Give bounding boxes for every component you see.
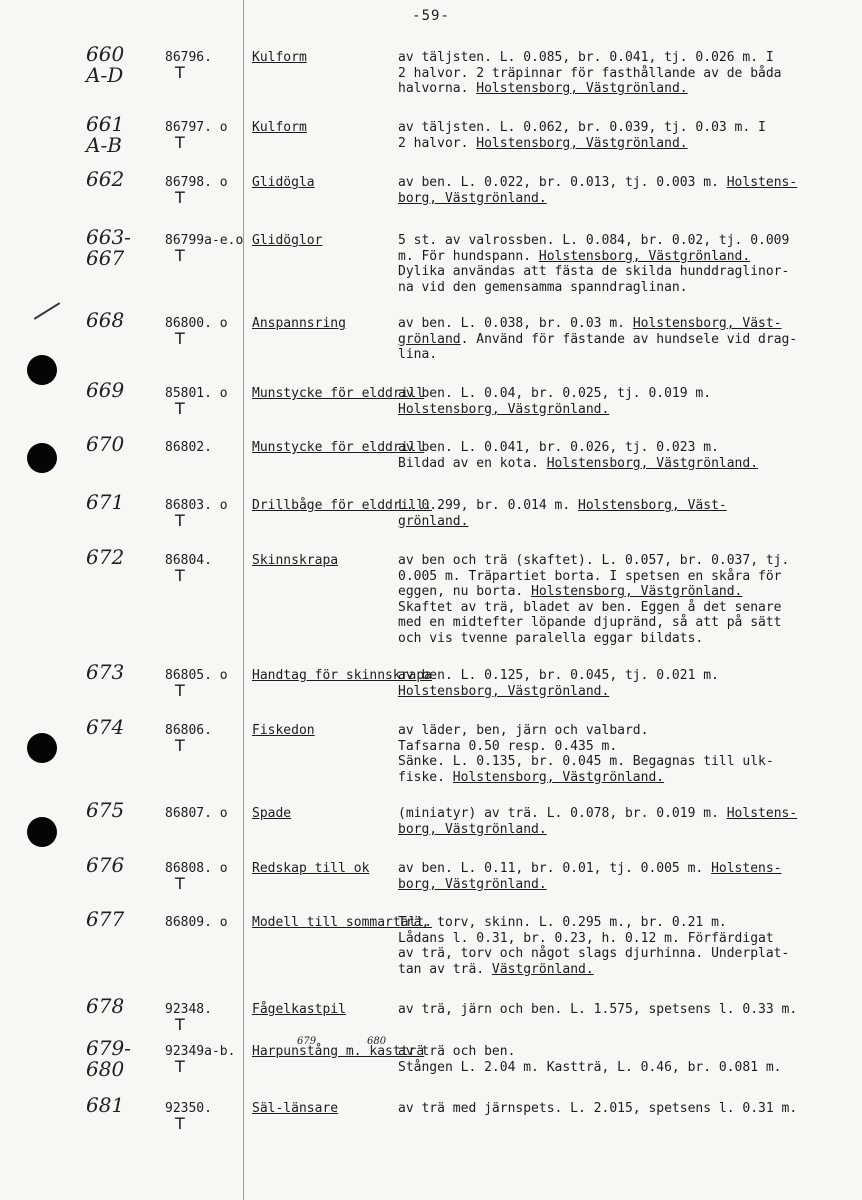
handwritten-mark: T	[175, 511, 185, 530]
accession-number	[165, 233, 243, 263]
description-line	[398, 600, 838, 616]
handwritten-mark: T	[175, 63, 185, 82]
object-name: Fågelkastpil	[252, 1002, 346, 1017]
object-name: Drillbåge för elddrill.	[252, 498, 433, 513]
description-line	[398, 754, 838, 770]
locality: Holstensborg, Västgrönland.	[476, 81, 688, 96]
handwritten-mark: T	[175, 1057, 185, 1076]
description-text: L. 0.299, br. 0.014 m.	[398, 498, 579, 513]
locality: Holstensborg, Väst-	[578, 498, 727, 513]
description-line	[398, 861, 838, 877]
description-line	[398, 233, 838, 249]
description-line	[398, 962, 838, 978]
handwritten-number: 661 A-B	[86, 112, 125, 157]
description-line	[398, 386, 838, 402]
accession-label: 86806.	[165, 723, 212, 738]
handwritten-number: 679- 680	[86, 1036, 131, 1081]
description-line	[398, 136, 838, 152]
description-line	[398, 498, 838, 514]
accession-number	[165, 915, 228, 930]
object-name: Skinnskrapa	[252, 553, 339, 568]
handwritten-mark: T	[175, 566, 185, 585]
description-line	[398, 1044, 838, 1060]
description-text: 2 halvor. 2 träpinnar för fasthållande av de båda	[398, 65, 782, 81]
description-line	[398, 877, 838, 893]
accession-number	[165, 316, 228, 346]
locality: Holstensborg, Västgrönland.	[452, 769, 665, 785]
object-name: Anspannsring	[252, 316, 346, 331]
locality: borg, Västgrönland.	[398, 190, 547, 206]
description-line	[398, 739, 838, 755]
description-text: Bildad av en kota.	[398, 455, 547, 471]
description-text: av trä, torv och något slags djurhinna. Underplat-	[398, 946, 790, 961]
locality: grönland.	[398, 513, 469, 529]
description-line	[398, 347, 838, 363]
description-text: med en midtefter löpande djupränd, så att på sätt	[398, 615, 782, 630]
locality: Holstensborg, Västgrönland.	[531, 584, 743, 599]
object-description	[398, 861, 838, 892]
margin-rule	[243, 0, 244, 1200]
accession-number	[165, 498, 228, 528]
punch-hole	[27, 443, 57, 473]
handwritten-number: 676	[86, 853, 125, 877]
description-line	[398, 280, 838, 296]
accession-number	[165, 1044, 235, 1074]
accession-label: 92349a-b.	[165, 1044, 236, 1059]
description-text: Sänke. L. 0.135, br. 0.045 m. Begagnas till ulk-	[398, 754, 774, 769]
handwritten-number: 672	[86, 545, 125, 569]
handwritten-number: 677	[86, 907, 125, 931]
object-description	[398, 120, 838, 151]
accession-label: 86808. o	[165, 861, 228, 876]
description-line	[398, 120, 838, 136]
accession-label: 86798. o	[165, 175, 228, 190]
description-text: Trä, torv, skinn. L. 0.295 m., br. 0.21 m.	[398, 915, 727, 930]
description-text: av trä, järn och ben. L. 1.575, spetsens l. 0.33 m.	[398, 1002, 798, 1017]
accession-label: 92350.	[165, 1101, 212, 1116]
object-description	[398, 175, 838, 206]
handwritten-number: 670	[86, 432, 125, 456]
description-text: av ben. L. 0.04, br. 0.025, tj. 0.019 m.	[398, 386, 712, 401]
description-line	[398, 931, 838, 947]
object-name: Fiskedon	[252, 723, 315, 738]
object-description	[398, 1002, 838, 1018]
page-number: -59-	[412, 8, 450, 24]
object-name: Munstycke för elddrill	[252, 386, 425, 401]
description-line	[398, 553, 838, 569]
accession-number	[165, 861, 228, 891]
accession-number	[165, 806, 228, 821]
accession-number	[165, 440, 212, 455]
accession-number	[165, 1002, 212, 1032]
punch-hole	[27, 733, 57, 763]
description-text: 5 st. av valrossben. L. 0.084, br. 0.02, tj. 0.009	[398, 233, 790, 248]
locality: Holstensborg, Västgrönland.	[546, 455, 759, 471]
pencil-slash-mark	[34, 302, 61, 320]
description-text: Skaftet av trä, bladet av ben. Eggen å det senare	[398, 599, 782, 615]
accession-label: 86804.	[165, 553, 212, 568]
handwritten-mark: T	[175, 133, 185, 152]
description-text: 2 halvor.	[398, 135, 477, 151]
handwritten-number: 674	[86, 715, 125, 739]
description-text: av ben. L. 0.11, br. 0.01, tj. 0.005 m.	[398, 861, 712, 876]
accession-label: 86799a-e.o	[165, 233, 244, 248]
description-text: av ben och trä (skaftet). L. 0.057, br. 0.037, tj.	[398, 553, 790, 568]
description-text: Dylika användas att fästa de skilda hunddraglinor-	[398, 264, 790, 279]
object-name: Spade	[252, 806, 292, 821]
locality: Holstensborg, Västgrönland.	[538, 248, 751, 264]
object-description	[398, 233, 838, 295]
accession-label: 85801. o	[165, 386, 228, 401]
handwritten-mark: T	[175, 681, 185, 700]
description-text: Lådans l. 0.31, br. 0.23, h. 0.12 m. Förfärdigat	[398, 930, 774, 946]
accession-label: 92348.	[165, 1002, 212, 1017]
description-text: av ben. L. 0.022, br. 0.013, tj. 0.003 m.	[398, 175, 727, 190]
accession-number	[165, 50, 212, 80]
punch-hole	[27, 355, 57, 385]
accession-label: 86796.	[165, 50, 212, 65]
description-text: eggen, nu borta.	[398, 584, 532, 599]
locality: borg, Västgrönland.	[398, 876, 547, 892]
locality: Holstens-	[711, 861, 782, 876]
handwritten-mark: T	[175, 188, 185, 207]
description-line	[398, 249, 838, 265]
description-text: halvorna.	[398, 81, 477, 96]
object-description	[398, 723, 838, 785]
locality: Västgrönland.	[491, 961, 594, 977]
object-name: Redskap till ok	[252, 861, 370, 876]
handwritten-mark: T	[175, 874, 185, 893]
description-text: na vid den gemensamma spanndraglinan.	[398, 279, 688, 295]
description-text: av läder, ben, järn och valbard.	[398, 723, 649, 738]
handwritten-mark: T	[175, 399, 185, 418]
handwritten-number: 673	[86, 660, 125, 684]
handwritten-number: 681	[86, 1093, 125, 1117]
accession-label: 86805. o	[165, 668, 228, 683]
object-description	[398, 50, 838, 97]
description-line	[398, 631, 838, 647]
description-text: av trä och ben.	[398, 1044, 516, 1059]
description-line	[398, 440, 838, 456]
description-line	[398, 584, 838, 600]
object-description	[398, 553, 838, 646]
description-line	[398, 332, 838, 348]
description-line	[398, 569, 838, 585]
locality: Holstensborg, Västgrönland.	[476, 135, 688, 151]
object-description	[398, 668, 838, 699]
object-name: Munstycke för elddrill	[252, 440, 425, 455]
accession-number	[165, 175, 228, 205]
description-text: 0.005 m. Träpartiet borta. I spetsen en skåra för	[398, 568, 782, 584]
description-line	[398, 946, 838, 962]
handwritten-note: 679	[297, 1036, 317, 1047]
description-line	[398, 514, 838, 530]
object-description	[398, 316, 838, 363]
locality: Holstensborg, Västgrönland.	[398, 401, 610, 417]
object-description	[398, 1101, 838, 1117]
description-line	[398, 81, 838, 97]
object-description	[398, 915, 838, 977]
description-text: av täljsten. L. 0.085, br. 0.041, tj. 0.026 m. I	[398, 50, 774, 65]
description-text: av täljsten. L. 0.062, br. 0.039, tj. 0.03 m. I	[398, 120, 766, 135]
punch-hole	[27, 817, 57, 847]
handwritten-number: 668	[86, 308, 125, 332]
description-text: och vis tvenne paralella eggar bildats.	[398, 630, 704, 646]
handwritten-number: 669	[86, 378, 125, 402]
locality: Holstensborg, Väst-	[632, 316, 782, 331]
description-line	[398, 456, 838, 472]
handwritten-number: 671	[86, 490, 125, 514]
handwritten-number: 662	[86, 167, 125, 191]
handwritten-mark: T	[175, 736, 185, 755]
accession-number	[165, 723, 212, 753]
description-text: lina.	[398, 347, 438, 362]
description-line	[398, 316, 838, 332]
handwritten-number: 663- 667	[86, 225, 131, 270]
object-name: Kulform	[252, 120, 307, 135]
locality: Holstens-	[726, 175, 798, 190]
description-line	[398, 668, 838, 684]
accession-number	[165, 668, 228, 698]
description-text: av ben. L. 0.038, br. 0.03 m.	[398, 316, 633, 331]
handwritten-number: 675	[86, 798, 125, 822]
object-name: Handtag för skinnskrapa	[252, 668, 433, 683]
description-line	[398, 50, 838, 66]
description-line	[398, 1060, 838, 1076]
description-line	[398, 264, 838, 280]
description-line	[398, 1101, 838, 1117]
description-text: av trä med järnspets. L. 2.015, spetsens l. 0.31 m.	[398, 1101, 798, 1116]
locality: borg, Västgrönland.	[398, 821, 547, 837]
description-line	[398, 770, 838, 786]
description-text: m. För hundspann.	[398, 248, 539, 264]
description-text: tan av trä.	[398, 961, 492, 977]
handwritten-mark: T	[175, 329, 185, 348]
locality: Holstens-	[726, 806, 798, 821]
handwritten-note: 680	[367, 1036, 387, 1047]
description-line	[398, 684, 838, 700]
description-text: av ben. L. 0.125, br. 0.045, tj. 0.021 m.	[398, 668, 719, 683]
description-text: . Använd för fästande av hundsele vid drag-	[460, 331, 798, 347]
accession-label: 86807. o	[165, 806, 228, 821]
locality: grönland	[398, 331, 461, 347]
object-description	[398, 806, 838, 837]
object-name: Kulform	[252, 50, 307, 65]
handwritten-mark: T	[175, 1015, 185, 1034]
object-description	[398, 498, 838, 529]
accession-label: 86797. o	[165, 120, 228, 135]
description-line	[398, 915, 838, 931]
accession-label: 86809. o	[165, 915, 228, 930]
description-text: (miniatyr) av trä. L. 0.078, br. 0.019 m.	[398, 806, 727, 821]
description-text: Tafsarna 0.50 resp. 0.435 m.	[398, 738, 618, 754]
description-line	[398, 723, 838, 739]
handwritten-mark: T	[175, 1114, 185, 1133]
description-line	[398, 175, 838, 191]
description-text: fiske.	[398, 769, 453, 785]
accession-number	[165, 1101, 212, 1131]
accession-label: 86803. o	[165, 498, 228, 513]
description-line	[398, 66, 838, 82]
description-line	[398, 1002, 838, 1018]
object-name: Harpunstång m. kastträ	[252, 1044, 425, 1059]
object-description	[398, 1044, 838, 1075]
locality: Holstensborg, Västgrönland.	[398, 683, 610, 699]
object-name: Glidögla	[252, 175, 315, 190]
description-text: av ben. L. 0.041, br. 0.026, tj. 0.023 m.	[398, 440, 719, 455]
description-text: Stången L. 2.04 m. Kastträ, L. 0.46, br. 0.081 m.	[398, 1059, 782, 1075]
object-name: Säl-länsare	[252, 1101, 339, 1116]
handwritten-number: 678	[86, 994, 125, 1018]
description-line	[398, 806, 838, 822]
accession-label: 86802.	[165, 440, 212, 455]
accession-number	[165, 386, 228, 416]
description-line	[398, 615, 838, 631]
handwritten-number: 660 A-D	[86, 42, 125, 87]
handwritten-mark: T	[175, 246, 185, 265]
description-line	[398, 822, 838, 838]
description-line	[398, 191, 838, 207]
object-name: Glidöglor	[252, 233, 323, 248]
accession-number	[165, 120, 228, 150]
object-description	[398, 386, 838, 417]
object-description	[398, 440, 838, 471]
description-line	[398, 402, 838, 418]
accession-number	[165, 553, 212, 583]
object-name: Modell till sommartält.	[252, 915, 433, 930]
accession-label: 86800. o	[165, 316, 228, 331]
